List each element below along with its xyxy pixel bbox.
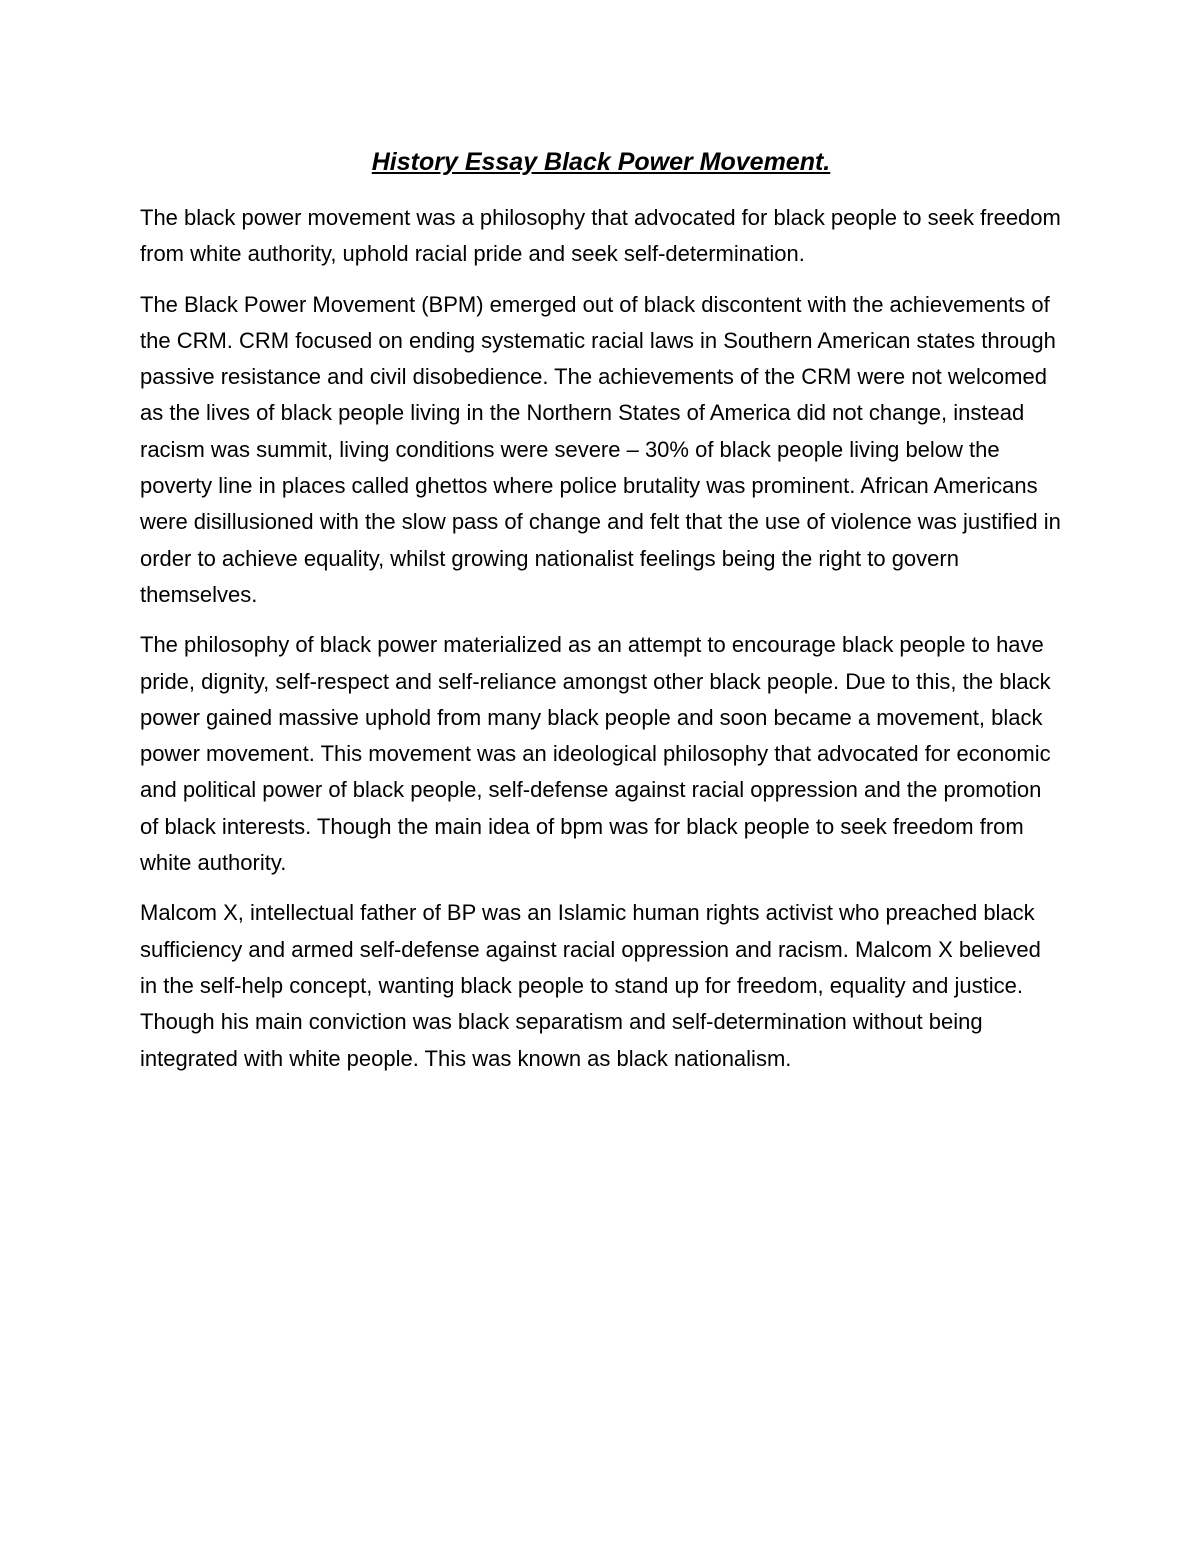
paragraph-origins: The Black Power Movement (BPM) emerged out of black discontent with the achievements of the CRM. CRM focused on ending systematic racial laws in Southern American states through passive resistance and civil disobedience. The achievements of the CRM were not welcomed as the lives of black people living in the Northern States of America did not change, instead racism was summit, living conditions were severe – 30% of black people living below the poverty line in places called ghettos where police brutality was prominent. African Americans were disillusioned with the slow pass of change and felt that the use of violence was justified in order to achieve equality, whilst growing nationalist feelings being the right to govern themselves. [140,291,1061,607]
paragraph-intro: The black power movement was a philosophy that advocated for black people to seek freedom from white authority, uphold racial pride and seek self-determination. [140,205,1061,267]
paragraph-malcom-x: Malcom X, intellectual father of BP was an Islamic human rights activist who preached black sufficiency and armed self-defense against racial oppression and racism. Malcom X believed in the self-help concept, wanting black people to stand up for freedom, equality and justice. Though his main conviction was black separatism and self-determination without being integrated with white people. This was known as black nationalism. [140,900,1041,1071]
document-title: History Essay Black Power Movement. [371,148,831,176]
paragraph-philosophy: The philosophy of black power materialized as an attempt to encourage black people to have pride, dignity, self-respect and self-reliance amongst other black people. Due to this, the black power gained massive uphold from many black people and soon became a movement, black power movement. This movement was an ideological philosophy that advocated for economic and political power of black people, self-defense against racial oppression and the promotion of black interests. Though the main idea of bpm was for black people to seek freedom from white authority. [140,632,1051,876]
document-body [140,140,1062,1091]
